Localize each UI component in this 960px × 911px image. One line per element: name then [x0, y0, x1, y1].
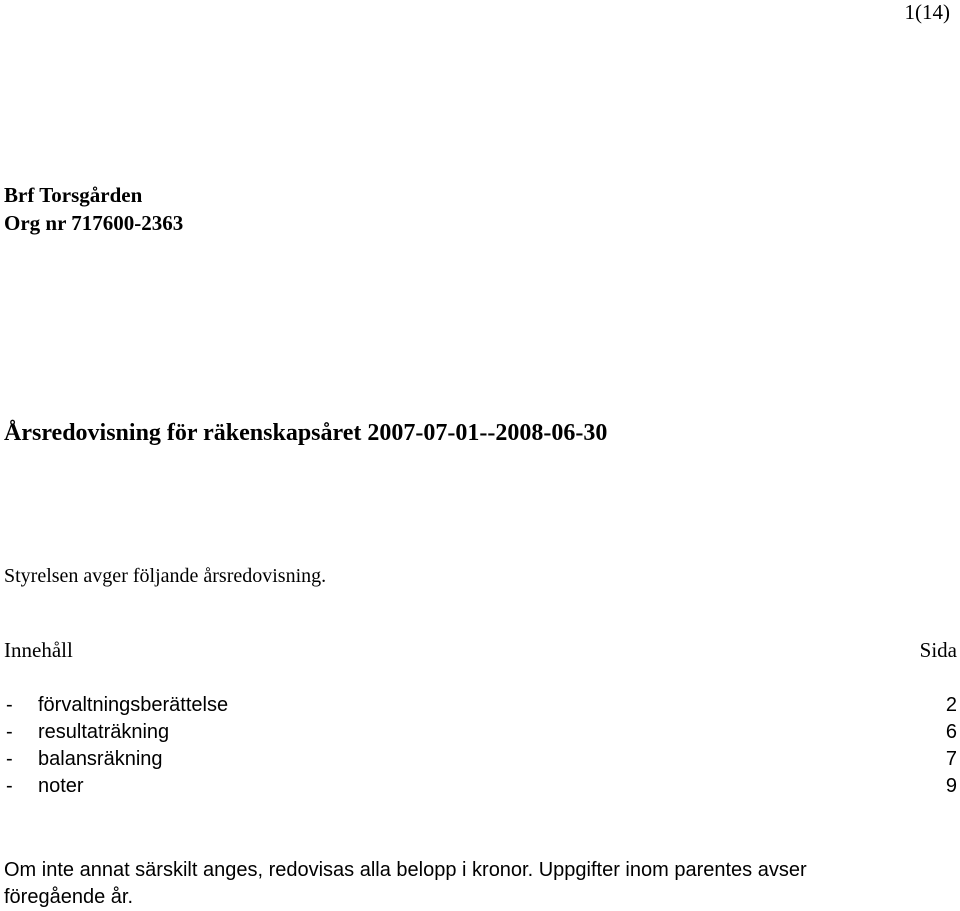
toc-dash: - — [6, 694, 13, 716]
toc-item-label: resultaträkning — [38, 721, 170, 743]
toc-dash: - — [6, 775, 13, 797]
toc-item-page: 6 — [945, 721, 957, 743]
toc-heading: Innehåll — [4, 638, 73, 662]
toc-page-heading: Sida — [919, 638, 957, 662]
toc-dash: - — [6, 721, 13, 743]
organisation-number: Org nr 717600-2363 — [4, 211, 184, 235]
toc-item-page: 9 — [945, 775, 957, 797]
toc-item-page: 2 — [945, 694, 957, 716]
toc-item-page: 7 — [945, 748, 957, 770]
footnote: Om inte annat särskilt anges, redovisas alla belopp i kronor. Uppgifter inom parentes avser föregående år. — [4, 859, 807, 908]
table-of-contents — [4, 694, 957, 802]
toc-item — [4, 775, 957, 802]
toc-dash: - — [6, 748, 13, 770]
toc-item — [4, 694, 957, 721]
intro-text: Styrelsen avger följande årsredovisning. — [4, 565, 327, 587]
toc-item-label: noter — [38, 775, 84, 797]
toc-item — [4, 721, 957, 748]
organisation-name: Brf Torsgården — [4, 183, 143, 207]
toc-item — [4, 748, 957, 775]
document-title: Årsredovisning för räkenskapsåret 2007-07-01--2008-06-30 — [4, 420, 608, 446]
page-number: 1(14) — [904, 0, 950, 24]
toc-item-label: förvaltningsberättelse — [38, 694, 229, 716]
toc-item-label: balansräkning — [38, 748, 163, 770]
